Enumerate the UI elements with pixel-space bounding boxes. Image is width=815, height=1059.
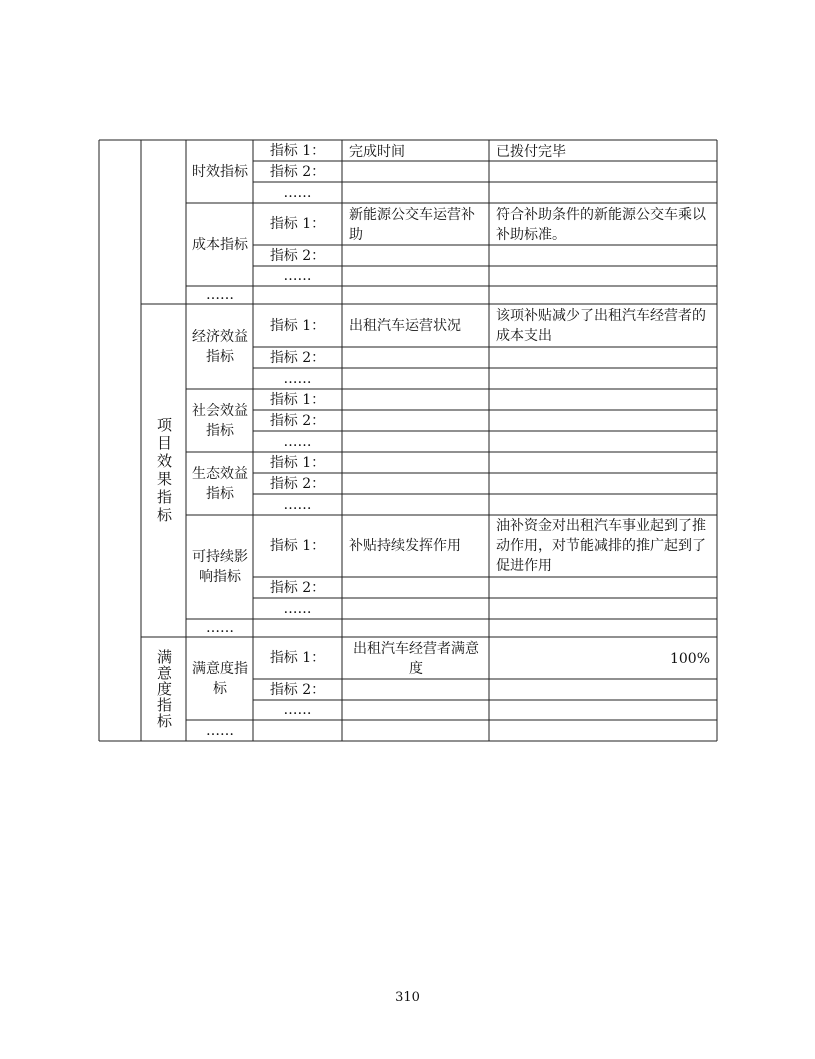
category-sustainable-text: 可持续影响指标 xyxy=(192,549,248,585)
indicator-label: 指标 2： xyxy=(269,475,326,492)
category-satisfaction xyxy=(191,637,249,720)
group-effect-text: 项目效果指标 xyxy=(155,416,173,525)
category-cost-text: 成本指标 xyxy=(192,236,248,253)
category-ellipsis-1 xyxy=(191,286,249,304)
indicator-label: 指标 2： xyxy=(269,681,326,698)
category-ecological-text: 生态效益指标 xyxy=(192,465,248,502)
group-satisfaction-text: 满意度指标 xyxy=(155,649,173,729)
indicator-name: 出租汽车经营者满意度 xyxy=(353,641,479,677)
indicator-value: 符合补助条件的新能源公交车乘以补助标准。 xyxy=(496,207,706,243)
indicator-label: …… xyxy=(283,702,312,718)
category-sustainable xyxy=(191,515,249,619)
indicator-label: …… xyxy=(283,268,312,284)
category-economic xyxy=(191,304,249,389)
indicator-label: 指标 1： xyxy=(269,538,326,554)
indicator-value: 100% xyxy=(669,651,710,667)
group-effect-label xyxy=(146,304,182,637)
category-economic-text: 经济效益指标 xyxy=(192,328,248,365)
page-number: 310 xyxy=(395,990,420,1005)
indicator-label: 指标 1： xyxy=(269,317,326,334)
category-timeliness-text: 时效指标 xyxy=(192,163,248,180)
category-cost xyxy=(191,203,249,286)
category-ellipsis-3-text: …… xyxy=(206,722,234,739)
indicator-label: 指标 2： xyxy=(269,349,326,366)
indicator-label: …… xyxy=(283,600,312,617)
category-social-text: 社会效益指标 xyxy=(192,402,248,439)
indicator-label: 指标 1： xyxy=(269,391,326,408)
category-satisfaction-text: 满意度指标 xyxy=(192,660,248,697)
indicator-label: 指标 2： xyxy=(269,163,326,180)
indicator-label: …… xyxy=(283,370,312,387)
category-social xyxy=(191,389,249,452)
indicator-label: …… xyxy=(283,184,312,201)
indicator-value: 已拨付完毕 xyxy=(496,144,566,160)
indicator-label: 指标 2： xyxy=(269,579,326,596)
indicator-name: 完成时间 xyxy=(349,144,405,160)
indicator-name: 新能源公交车运营补助 xyxy=(349,207,475,243)
indicator-label: 指标 1： xyxy=(269,142,326,159)
category-ellipsis-2 xyxy=(191,619,249,637)
category-ellipsis-2-text: …… xyxy=(206,620,234,636)
indicator-label: …… xyxy=(283,433,312,450)
indicator-label: 指标 1： xyxy=(269,454,326,471)
category-ellipsis-3 xyxy=(191,720,249,741)
indicator-label: 指标 1： xyxy=(269,216,326,232)
indicator-name: 补贴持续发挥作用 xyxy=(349,538,461,554)
indicator-name: 出租汽车运营状况 xyxy=(349,318,461,334)
indicator-label: 指标 2： xyxy=(269,412,326,429)
indicator-label: 指标 2： xyxy=(269,247,326,264)
indicator-value: 该项补贴减少了出租汽车经营者的成本支出 xyxy=(496,308,706,344)
indicator-label: …… xyxy=(283,496,312,513)
indicator-value: 油补资金对出租汽车事业起到了推动作用，对节能减排的推广起到了促进作用 xyxy=(496,518,706,574)
group-satisfaction-label xyxy=(146,637,182,741)
category-ellipsis-1-text: …… xyxy=(206,287,234,303)
category-ecological xyxy=(191,452,249,515)
indicator-label: 指标 1： xyxy=(269,650,326,666)
category-timeliness xyxy=(191,140,249,203)
